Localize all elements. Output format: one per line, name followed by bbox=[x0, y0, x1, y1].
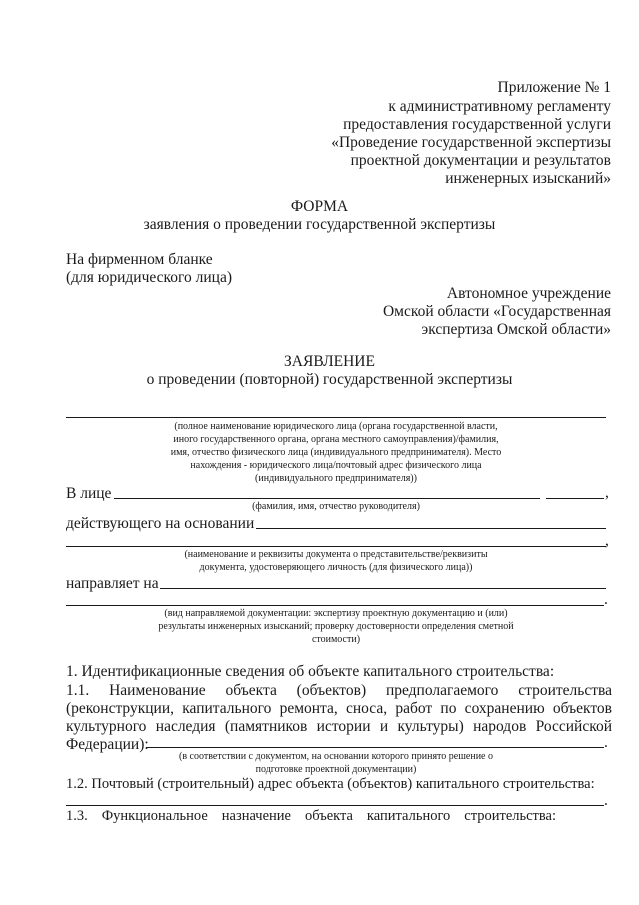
statement-title: ЗАЯВЛЕНИЕ bbox=[284, 353, 375, 370]
basis-field-1[interactable] bbox=[256, 528, 606, 529]
applicant-hint-3: имя, отчество физического лица (индивидуального предпринимателя). Место bbox=[170, 447, 502, 458]
sends-label: направляет на bbox=[66, 575, 159, 592]
appendix-line-3: предоставления государственной услуги bbox=[343, 116, 611, 133]
applicant-hint-2: иного государственного органа, органа местного самоуправления)/фамилия, bbox=[173, 434, 499, 445]
recipient-line-2: Омской области «Государственная bbox=[382, 303, 611, 320]
appendix-line-6: инженерных изысканий» bbox=[445, 170, 611, 187]
section-1-1-hint-2: подготовке проектной документации) bbox=[255, 764, 417, 775]
sends-dot: . bbox=[604, 591, 608, 608]
section-1-1-line-1: 1.1. Наименование объекта (объектов) предполагаемого строительства bbox=[66, 682, 612, 699]
applicant-name-field[interactable] bbox=[66, 417, 606, 418]
basis-hint-1: (наименование и реквизиты документа о представительстве/реквизиты bbox=[184, 549, 488, 560]
section-1-1-dot: . bbox=[604, 734, 608, 751]
basis-field-2[interactable] bbox=[66, 546, 606, 547]
sends-field-1[interactable] bbox=[160, 588, 606, 589]
object-name-field[interactable] bbox=[146, 747, 604, 748]
statement-subtitle: о проведении (повторной) государственной экспертизы bbox=[146, 371, 513, 388]
person-label: В лице bbox=[66, 485, 112, 502]
appendix-line-1: Приложение № 1 bbox=[497, 79, 611, 96]
section-1-3: 1.3. Функциональное назначение объекта капитального строительства: bbox=[66, 808, 556, 824]
recipient-line-3: экспертиза Омской области» bbox=[421, 321, 611, 338]
section-1-1-hint-1: (в соответствии с документом, на основании которого принято решение о bbox=[179, 751, 493, 762]
person-name-field[interactable] bbox=[114, 498, 540, 499]
appendix-line-4: «Проведение государственной экспертизы bbox=[331, 134, 611, 151]
letterhead-line-2: (для юридического лица) bbox=[66, 269, 232, 286]
person-comma: , bbox=[605, 484, 609, 501]
sends-hint-3: стоимости) bbox=[311, 634, 361, 645]
basis-comma: , bbox=[605, 532, 609, 549]
applicant-hint-5: (индивидуального предпринимателя)) bbox=[255, 473, 417, 484]
section-1-title: 1. Идентификационные сведения об объекте капитального строительства: bbox=[66, 663, 555, 680]
section-1-1-line-4: Федерации): bbox=[66, 736, 149, 753]
applicant-hint-4: нахождения - юридического лица/почтовый адрес физического лица bbox=[190, 460, 482, 471]
object-address-field[interactable] bbox=[66, 805, 604, 806]
person-hint: (фамилия, имя, отчество руководителя) bbox=[252, 501, 420, 512]
applicant-hint-1: (полное наименование юридического лица (органа государственной власти, bbox=[174, 421, 498, 432]
section-1-2-dot: . bbox=[604, 792, 608, 809]
section-1-1-line-2: (реконструкции, капитального ремонта, сноса, работ по сохранению объектов bbox=[66, 700, 612, 717]
sends-hint-1: (вид направляемой документации: экспертизу проектную документацию и (или) bbox=[164, 608, 508, 619]
form-title: ФОРМА bbox=[290, 198, 349, 215]
basis-label: действующего на основании bbox=[66, 515, 255, 532]
appendix-line-5: проектной документации и результатов bbox=[350, 152, 611, 169]
section-1-1-line-3: культурного наследия (памятников истории и культуры) народов Российской bbox=[66, 718, 612, 735]
recipient-line-1: Автономное учреждение bbox=[446, 285, 611, 302]
appendix-line-2: к административному регламенту bbox=[388, 98, 611, 115]
form-subtitle: заявления о проведении государственной экспертизы bbox=[143, 216, 496, 233]
section-1-2: 1.2. Почтовый (строительный) адрес объекта (объектов) капитального строительства: bbox=[66, 776, 595, 792]
letterhead-line-1: На фирменном бланке bbox=[66, 251, 213, 268]
basis-hint-2: документа, удостоверяющего личность (для физического лица)) bbox=[199, 562, 473, 573]
sends-field-2[interactable] bbox=[66, 605, 604, 606]
person-extra-field[interactable] bbox=[546, 498, 604, 499]
sends-hint-2: результаты инженерных изысканий; проверку достоверности определения сметной bbox=[158, 621, 514, 632]
